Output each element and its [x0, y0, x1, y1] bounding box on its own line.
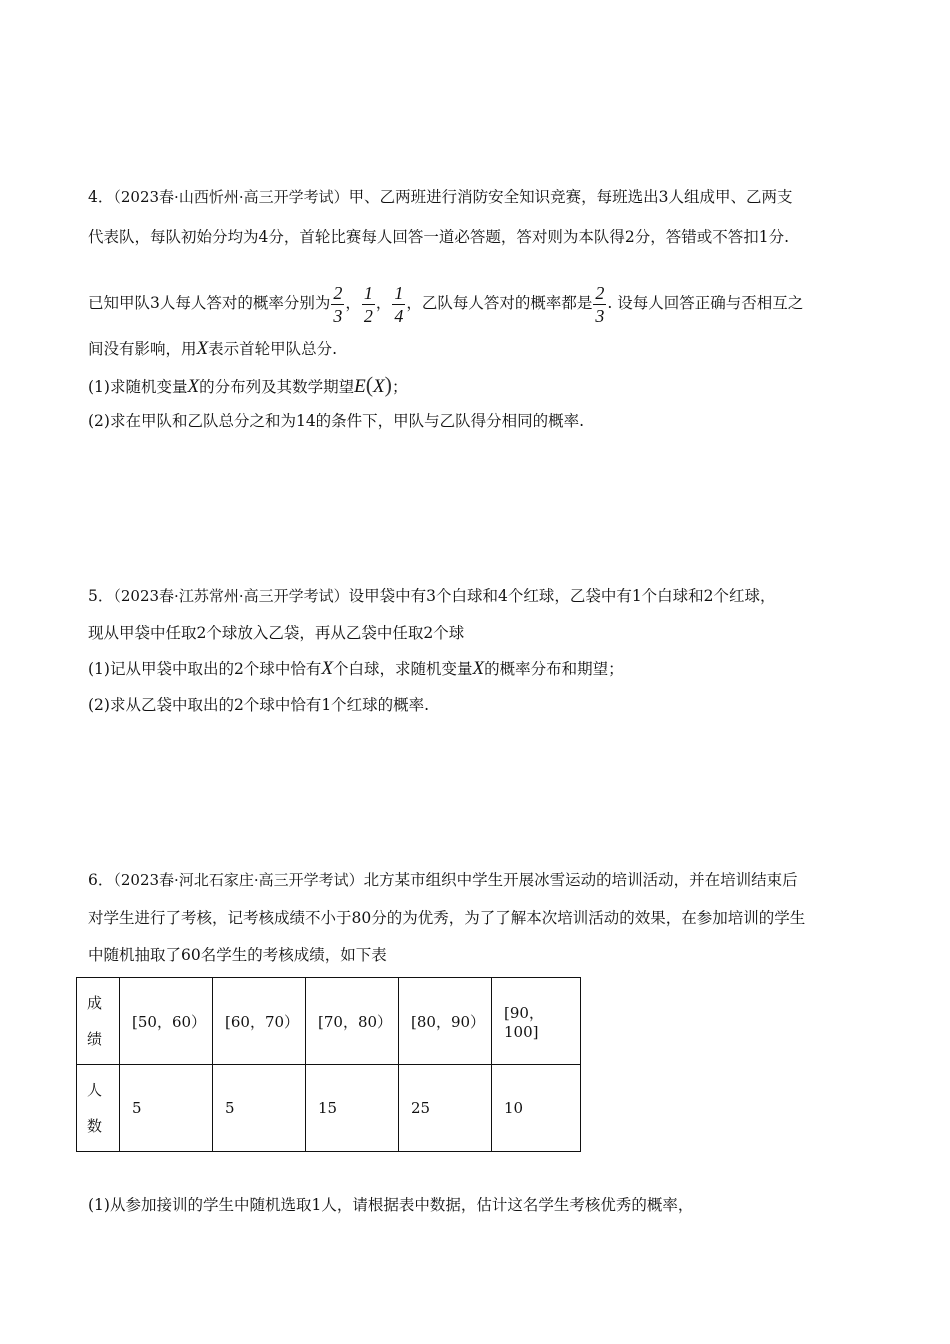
- q6-text-3: 中随机抽取了60名学生的考核成绩，如下表: [88, 946, 387, 964]
- header-char: 数: [87, 1117, 103, 1135]
- fraction-bar: [593, 304, 606, 305]
- fraction-bar: [331, 304, 344, 305]
- fraction-denominator: 3: [333, 305, 343, 326]
- separator: ，: [345, 294, 361, 312]
- q6-source: （2023春·河北石家庄·高三开学考试）: [113, 871, 364, 889]
- table-cell: 25: [399, 1065, 492, 1152]
- q4-line-4: [88, 338, 337, 360]
- q4-part1-pre: (1)求随机变量: [88, 378, 188, 396]
- fraction-denominator: 4: [394, 305, 404, 326]
- q5-source: （2023春·江苏常州·高三开学考试）: [113, 587, 349, 605]
- q6-part-1: [88, 1194, 693, 1216]
- q4-line-1: [88, 186, 792, 208]
- paren-close: ): [384, 372, 392, 397]
- q6-line-2: [88, 907, 805, 929]
- q4-line-2: [88, 226, 789, 248]
- header-char: 绩: [87, 1030, 103, 1048]
- q5-number: 5．: [88, 587, 114, 605]
- expectation-e: E: [354, 376, 366, 397]
- table-row-counts: [77, 1065, 581, 1152]
- q4-text-3-pre: 已知甲队3人每人答对的概率分别为: [88, 294, 331, 312]
- q5-line-1: [88, 585, 776, 607]
- fraction-1-2: [362, 284, 375, 325]
- q4-part2-text: (2)求在甲队和乙队总分之和为14的条件下，甲队与乙队得分相同的概率.: [88, 412, 585, 430]
- table-cell: 15: [306, 1065, 399, 1152]
- q6-text-1: 北方某市组织中学生开展冰雪运动的培训活动，并在培训结束后: [363, 871, 798, 889]
- table-cell: 5: [213, 1065, 306, 1152]
- q5-text-2: 现从甲袋中任取2个球放入乙袋，再从乙袋中任取2个球: [88, 624, 465, 642]
- fraction-denominator: 2: [363, 305, 373, 326]
- q5-part1-mid: 个白球，求随机变量: [332, 660, 473, 678]
- q5-part1-pre: (1)记从甲袋中取出的2个球中恰有: [88, 660, 322, 678]
- fraction-2-3-b: [593, 284, 606, 325]
- fraction-numerator: 1: [394, 282, 404, 303]
- fraction-numerator: 2: [333, 282, 343, 303]
- variable-x: X: [321, 658, 333, 679]
- table-header-cell-counts: [77, 1065, 120, 1152]
- q4-number: 4．: [88, 188, 114, 206]
- q6-text-2: 对学生进行了考核，记考核成绩不小于80分的为优秀，为了了解本次培训活动的效果，在参加培训的学生: [88, 909, 806, 927]
- q5-text-1: 设甲袋中有3个白球和4个红球，乙袋中有1个白球和2个红球，: [348, 587, 776, 605]
- fraction-bar: [392, 304, 405, 305]
- fraction-numerator: 2: [595, 282, 605, 303]
- q4-part1-mid: 的分布列及其数学期望: [199, 378, 355, 396]
- q4-part1-post: ；: [391, 378, 408, 396]
- q6-number: 6．: [88, 871, 114, 889]
- table-cell: 5: [120, 1065, 213, 1152]
- table-cell: [50，60）: [120, 978, 213, 1065]
- q6-part1-text: (1)从参加接训的学生中随机选取1人，请根据表中数据，估计这名学生考核优秀的概率，: [88, 1196, 694, 1214]
- fraction-numerator: 1: [363, 282, 373, 303]
- q6-line-1: [88, 869, 798, 891]
- table-cell: 10: [492, 1065, 581, 1152]
- fraction-1-4: [392, 284, 405, 325]
- q5-part-1: [88, 658, 624, 680]
- q6-line-3: [88, 944, 387, 966]
- q4-text-4-pre: 间没有影响，用: [88, 340, 197, 358]
- variable-x: X: [472, 658, 485, 679]
- table-header-cell-scores: [77, 978, 120, 1065]
- table-cell: [90，100]: [492, 978, 581, 1065]
- q5-line-2: [88, 622, 464, 644]
- separator: ，: [375, 294, 392, 312]
- q4-text-4-post: 表示首轮甲队总分.: [208, 340, 338, 358]
- table-row-scores: [77, 978, 581, 1065]
- fraction-2-3: [331, 284, 344, 325]
- q4-text-1: 甲、乙两班进行消防安全知识竞赛，每班选出3人组成甲、乙两支: [348, 188, 793, 206]
- variable-x: X: [373, 376, 385, 397]
- q4-text-2: 代表队，每队初始分均为4分，首轮比赛每人回答一道必答题，答对则为本队得2分，答错或不答扣1分.: [88, 228, 790, 246]
- variable-x: X: [196, 338, 209, 359]
- header-char: 成: [87, 994, 103, 1012]
- q5-part-2: [88, 694, 429, 716]
- table-cell: [70，80）: [306, 978, 399, 1065]
- q4-part-2: [88, 410, 584, 432]
- q5-part1-post: 的概率分布和期望；: [484, 660, 624, 678]
- header-char: 人: [87, 1081, 103, 1099]
- paren-open: (: [365, 372, 374, 397]
- variable-x: X: [187, 376, 200, 397]
- q5-part2-text: (2)求从乙袋中取出的2个球中恰有1个红球的概率.: [88, 696, 430, 714]
- q4-line-3: [88, 282, 803, 325]
- table-cell: [60，70）: [213, 978, 306, 1065]
- fraction-bar: [362, 304, 375, 305]
- q4-part-1: [88, 374, 407, 398]
- q4-source: （2023春·山西忻州·高三开学考试）: [113, 188, 349, 206]
- q4-text-3-mid: ，乙队每人答对的概率都是: [406, 294, 593, 312]
- scores-table: [76, 977, 581, 1152]
- fraction-denominator: 3: [595, 305, 605, 326]
- q4-text-3-post: . 设每人回答正确与否相互之: [607, 294, 804, 312]
- table-cell: [80，90）: [399, 978, 492, 1065]
